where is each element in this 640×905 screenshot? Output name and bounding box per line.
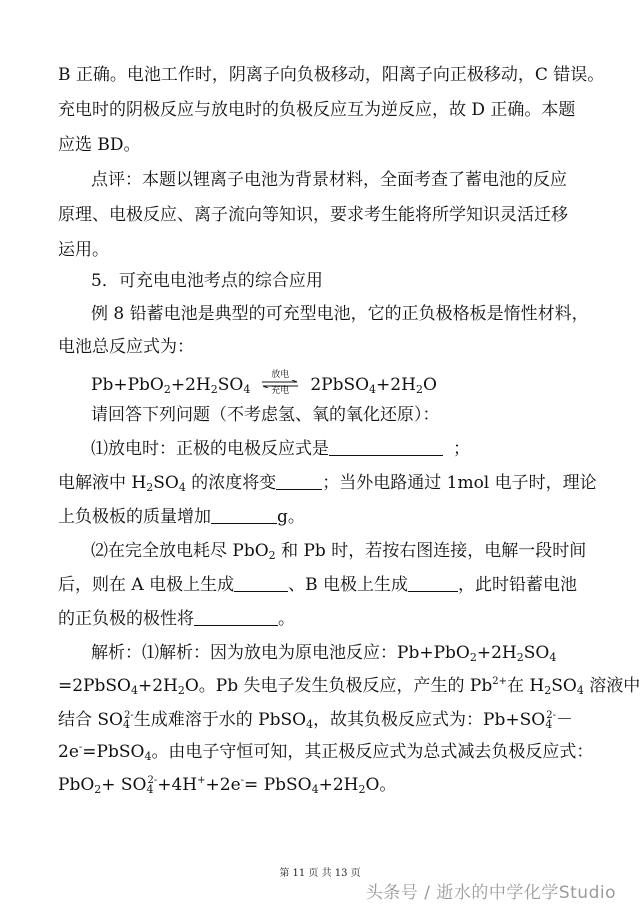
answer-blank-mass-increase[interactable] (211, 508, 277, 524)
analysis-line-1: 解析：⑴解析：因为放电为原电池反应：$Pb+PbO_2+2H_2SO_4$ (91, 643, 557, 664)
arrow-label-discharge: 放电 (271, 370, 290, 380)
comment-line-2: 原理、电极反应、离子流向等知识，要求考生能将所学知识灵活迁移 (58, 205, 568, 225)
text-line-2: 充电时的阴极反应与放电时的负极反应互为逆反应，故 D 正确。本题 (58, 100, 576, 120)
question-1-line-1: ⑴放电时：正极的电极反应式是 ； (91, 439, 470, 459)
watermark: 头条号 / 逝水的中学化学Studio (365, 883, 616, 903)
reversible-arrow (260, 372, 300, 394)
analysis-line-4: 2e-=PbSO$_4$。由电子守恒可知，其正极反应式为总式减去负极反应式： (58, 742, 594, 763)
answer-blank-electrode-a[interactable] (234, 576, 288, 592)
question-1-line-3: 上负极板的质量增加 g。 (58, 507, 305, 527)
answer-blank-concentration[interactable] (276, 474, 322, 490)
analysis-line-3: 结合 $SO_4^{2-}$生成难溶于水的 PbSO$_4$，故其负极反应式为：$Pb+SO_4^{2-}-$ (58, 710, 573, 731)
example-line-2: 电池总反应式为： (58, 337, 194, 357)
question-intro: 请回答下列问题（不考虑氢、氧的氧化还原）： (91, 405, 440, 425)
question-2-line-3: 的正负极的极性将 。 (58, 609, 295, 629)
analysis-line-5: $PbO_2+ SO_4^{2-}+4H^++2e^-=$ $PbSO_4+2H_2O$。 (58, 775, 397, 796)
example-line-1: 例 8 铅蓄电池是典型的可充型电池，它的正负极格板是惰性材料， (91, 304, 589, 324)
question-1-line-2: 电解液中 $H_2SO_4$ 的浓度将变 ；当外电路通过 1mol 电子时，理论 (58, 473, 597, 494)
comment-line-1: 点评：本题以锂离子电池为背景材料，全面考查了蓄电池的反应 (91, 170, 567, 190)
total-reaction-equation: $Pb+PbO_2+2H_2SO_4$ 放电 充电 $2PbSO_4+2H_2O$ (91, 370, 437, 396)
comment-line-3: 运用。 (58, 240, 109, 260)
page-number-footer: 第 11 页 共 13 页 (279, 868, 361, 879)
answer-blank-electrode-b[interactable] (408, 576, 458, 592)
arrow-label-charge: 充电 (271, 386, 290, 396)
text-line-1: B 正确。电池工作时，阴离子向负极移动，阳离子向正极移动，C 错误。 (58, 65, 605, 85)
analysis-line-2: $=2PbSO_4+2H_2O$。Pb 失电子发生负极反应，产生的 $Pb^{2+}$在 $H_2SO_4$ 溶液中 (58, 676, 640, 697)
section-heading: 5．可充电电池考点的综合应用 (91, 271, 323, 291)
answer-blank-positive-electrode[interactable] (329, 440, 443, 456)
text-line-3: 应选 BD。 (58, 135, 141, 155)
question-2-line-2: 后，则在 A 电极上生成 、B 电极上生成 ，此时铅蓄电池 (58, 575, 577, 595)
question-2-line-1: ⑵在完全放电耗尽 PbO$_2$ 和 Pb 时，若按右图连接，电解一段时间 (91, 541, 587, 562)
answer-blank-polarity[interactable] (194, 610, 278, 626)
